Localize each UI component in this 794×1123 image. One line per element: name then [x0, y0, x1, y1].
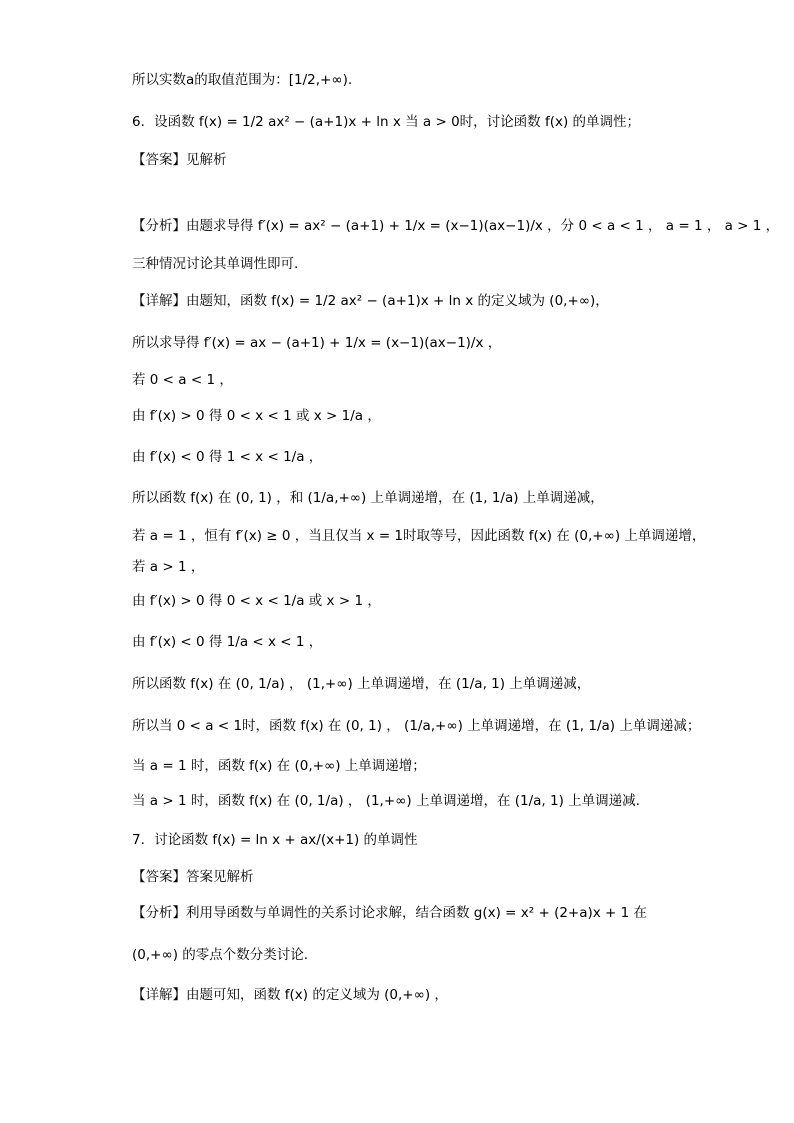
text-line: 由 f′(x) > 0 得 0 < x < 1/a 或 x > 1 ，: [132, 593, 381, 609]
text-line: 由 f′(x) > 0 得 0 < x < 1 或 x > 1/a ，: [132, 408, 381, 424]
analysis-line: 【分析】利用导函数与单调性的关系讨论求解，结合函数 g(x) = x² + (2+a)x + 1 在: [132, 905, 648, 921]
question-6-title: 6．设函数 f(x) = 1/2 ax² − (a+1)x + ln x 当 a > 0时，讨论函数 f(x) 的单调性；: [132, 114, 641, 130]
detail-line: 【详解】由题可知，函数 f(x) 的定义域为 (0,+∞) ，: [132, 987, 448, 1003]
text-line: 当 a = 1 时，函数 f(x) 在 (0,+∞) 上单调递增；: [132, 758, 426, 774]
text-line: 由 f′(x) < 0 得 1 < x < 1/a ，: [132, 449, 323, 465]
text-line: 若 0 < a < 1 ，: [132, 372, 233, 388]
answer-label: 【答案】见解析: [132, 152, 227, 168]
text-line: 若 a = 1 ，恒有 f′(x) ≥ 0 ，当且仅当 x = 1时取等号，因此函数 f(x) 在 (0,+∞) 上单调递增，: [132, 528, 706, 544]
text-line: 所以函数 f(x) 在 (0, 1/a) ， (1,+∞) 上单调递增，在 (1/a, 1) 上单调递减，: [132, 676, 591, 692]
text-line: 所以实数a的取值范围为：[1/2,+∞).: [132, 72, 353, 88]
detail-line: 【详解】由题知，函数 f(x) = 1/2 ax² − (a+1)x + ln x 的定义域为 (0,+∞)，: [132, 293, 609, 309]
analysis-line: 【分析】由题求导得 f′(x) = ax² − (a+1) + 1/x = (x−1)(ax−1)/x ，分 0 < a < 1 ， a = 1 ， a > 1 ，: [132, 218, 780, 234]
text-line: (0,+∞) 的零点个数分类讨论.: [132, 947, 309, 963]
text-line: 所以函数 f(x) 在 (0, 1) ，和 (1/a,+∞) 上单调递增，在 (1, 1/a) 上单调递减，: [132, 490, 604, 506]
answer-label: 【答案】答案见解析: [132, 869, 254, 885]
text-line: 三种情况讨论其单调性即可.: [132, 256, 299, 272]
question-7-title: 7．讨论函数 f(x) = ln x + ax/(x+1) 的单调性: [132, 832, 418, 848]
text-line: 若 a > 1 ，: [132, 559, 205, 575]
text-line: 所以求导得 f′(x) = ax − (a+1) + 1/x = (x−1)(ax−1)/x ，: [132, 335, 502, 351]
text-line: 所以当 0 < a < 1时，函数 f(x) 在 (0, 1) ， (1/a,+∞) 上单调递增，在 (1, 1/a) 上单调递减；: [132, 718, 701, 734]
text-line: 由 f′(x) < 0 得 1/a < x < 1 ，: [132, 634, 323, 650]
text-line: 当 a > 1 时，函数 f(x) 在 (0, 1/a) ， (1,+∞) 上单调递增，在 (1/a, 1) 上单调递减.: [132, 793, 640, 809]
